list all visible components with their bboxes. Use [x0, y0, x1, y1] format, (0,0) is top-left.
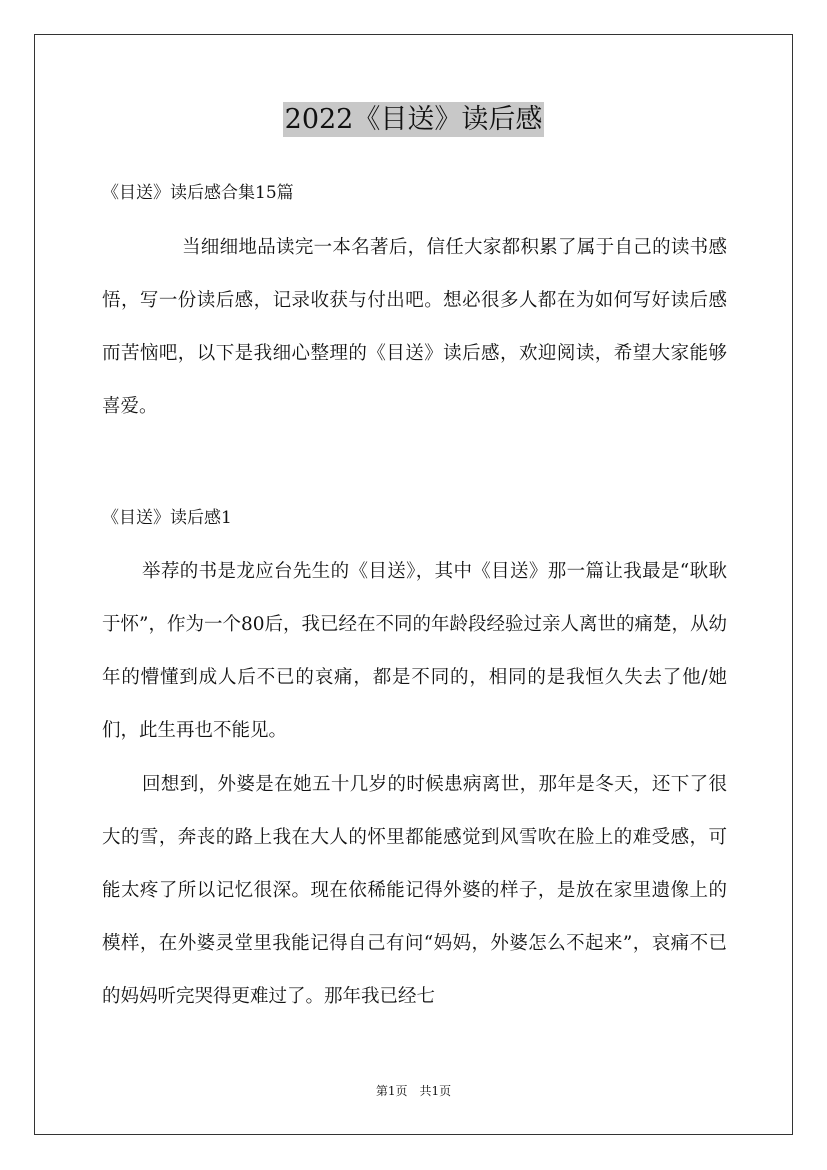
document-title-block — [0, 100, 827, 140]
document-subtitle: 《目送》读后感合集15篇 — [102, 183, 294, 203]
intro-paragraph: 当细细地品读完一本名著后，信任大家都积累了属于自己的读书感悟，写一份读后感，记录收获与付出吧。想必很多人都在为如何写好读后感而苦恼吧，以下是我细心整理的《目送》读后感，欢迎阅读，希望大家能够喜爱。 — [102, 237, 727, 417]
body-paragraph-2: 回想到，外婆是在她五十几岁的时候患病离世，那年是冬天，还下了很大的雪，奔丧的路上我在大人的怀里都能感觉到风雪吹在脸上的难受感，可能太疼了所以记忆很深。现在依稀能记得外婆的样子，是放在家里遗像上的模样，在外婆灵堂里我能记得自己有问“妈妈，外婆怎么不起来”，哀痛不已的妈妈听完哭得更难过了。那年我已经七 — [102, 774, 727, 1007]
document-title: 2022《目送》读后感 — [284, 104, 543, 135]
body-paragraph-1: 举荐的书是龙应台先生的《目送》，其中《目送》那一篇让我最是“耿耿于怀”，作为一个80后，我已经在不同的年龄段经验过亲人离世的痛楚，从幼年的懵懂到成人后不已的哀痛，都是不同的，相同的是我恒久失去了他/她们，此生再也不能见。 — [102, 561, 728, 741]
section-heading: 《目送》读后感1 — [102, 508, 232, 528]
page-footer: 第1页 共1页 — [375, 1084, 452, 1098]
